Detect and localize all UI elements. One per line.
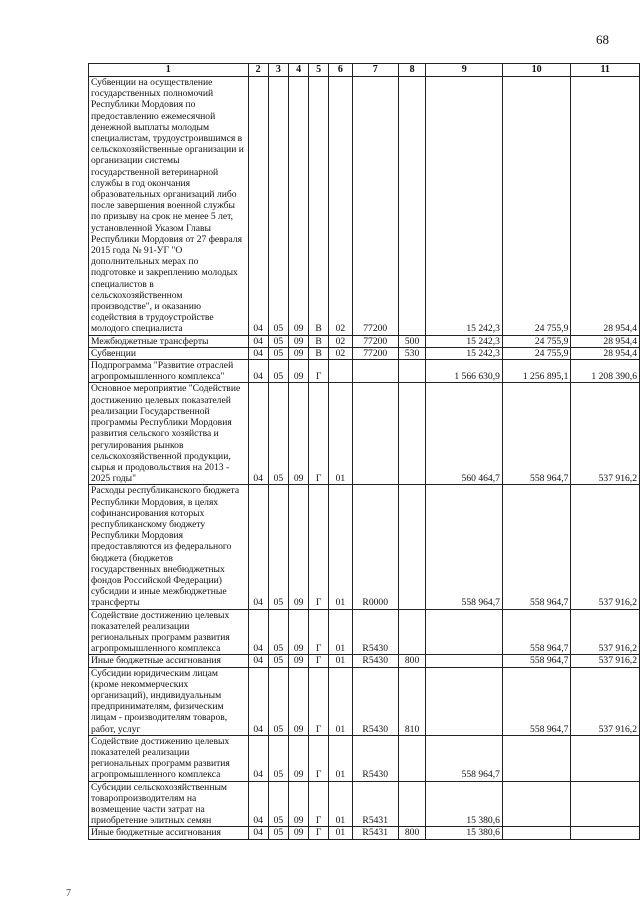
code-cell: [352, 360, 398, 383]
code-cell: 01: [329, 735, 353, 781]
code-cell: 01: [329, 667, 353, 735]
code-cell: 02: [329, 347, 353, 359]
amount-cell: [571, 827, 640, 839]
row-name-cell: Расходы республиканского бюджета Республики Мордовия, в целях софинансирования которых республиканскому бюджету Республики Мордовия предоставляются из федерального бюджета (бюджетов государственных внебюджетных фондов Российской Федерации) субсидии и иные межбюджетные трансферты: [89, 485, 249, 609]
code-cell: В: [309, 77, 329, 336]
header-row: [89, 64, 640, 77]
code-cell: 04: [248, 485, 268, 609]
code-cell: 01: [329, 383, 353, 485]
code-cell: В: [309, 335, 329, 347]
row-name-cell: Субсидии юридическим лицам (кроме некоммерческих организаций), индивидуальным предпринимателям, физическим лицам - производителям товаров, работ, услуг: [89, 667, 249, 735]
code-cell: 01: [329, 609, 353, 655]
table-row: [89, 485, 640, 609]
amount-cell: [502, 735, 571, 781]
amount-cell: 28 954,4: [571, 347, 640, 359]
code-cell: 09: [289, 485, 309, 609]
table-row: [89, 77, 640, 336]
code-cell: 530: [398, 347, 426, 359]
row-name-cell: Субсидии сельскохозяйственным товаропроизводителям на возмещение части затрат на приобретение элитных семян: [89, 781, 249, 827]
column-header: 4: [289, 64, 309, 77]
code-cell: 09: [289, 335, 309, 347]
code-cell: 04: [248, 383, 268, 485]
code-cell: Г: [309, 360, 329, 383]
footer-mark: 7: [66, 888, 71, 899]
code-cell: 02: [329, 77, 353, 336]
code-cell: 01: [329, 827, 353, 839]
code-cell: 77200: [352, 335, 398, 347]
code-cell: [398, 735, 426, 781]
amount-cell: 15 242,3: [426, 335, 502, 347]
row-name-cell: Субвенции на осуществление государственных полномочий Республики Мордовия по предоставлению ежемесячной денежной выплаты молодым специалистам, трудоустроившимся в сельскохозяйственные организации и организации системы государственной ветеринарной службы в год окончания образовательных организаций либо после завершения военной службы по призыву на срок не менее 5 лет, установленной Указом Главы Республики Мордовия от 27 февраля 2015 года № 91-УГ "О дополнительных мерах по подготовке и закреплению молодых специалистов в сельскохозяйственном производстве", и оказанию содействия в трудоустройстве молодого специалиста: [89, 77, 249, 336]
row-name-cell: Иные бюджетные ассигнования: [89, 827, 249, 839]
amount-cell: 537 916,2: [571, 485, 640, 609]
code-cell: [398, 781, 426, 827]
code-cell: [398, 609, 426, 655]
code-cell: 09: [289, 655, 309, 667]
column-header: 1: [89, 64, 249, 77]
code-cell: Г: [309, 735, 329, 781]
column-header: 2: [248, 64, 268, 77]
amount-cell: [426, 655, 502, 667]
amount-cell: 15 242,3: [426, 77, 502, 336]
code-cell: [398, 77, 426, 336]
amount-cell: 28 954,4: [571, 77, 640, 336]
page-number: 68: [596, 32, 609, 47]
amount-cell: 1 208 390,6: [571, 360, 640, 383]
code-cell: 04: [248, 609, 268, 655]
code-cell: 77200: [352, 347, 398, 359]
budget-table: [88, 63, 640, 840]
amount-cell: 558 964,7: [502, 655, 571, 667]
code-cell: [352, 383, 398, 485]
amount-cell: 537 916,2: [571, 655, 640, 667]
code-cell: 01: [329, 655, 353, 667]
code-cell: 01: [329, 485, 353, 609]
code-cell: 02: [329, 335, 353, 347]
row-name-cell: Субвенции: [89, 347, 249, 359]
code-cell: 09: [289, 347, 309, 359]
code-cell: 04: [248, 827, 268, 839]
amount-cell: 15 380,6: [426, 781, 502, 827]
code-cell: 05: [268, 827, 288, 839]
code-cell: 09: [289, 781, 309, 827]
code-cell: 04: [248, 735, 268, 781]
code-cell: [329, 360, 353, 383]
code-cell: В: [309, 347, 329, 359]
code-cell: 09: [289, 77, 309, 336]
code-cell: 09: [289, 360, 309, 383]
amount-cell: 1 566 630,9: [426, 360, 502, 383]
table-row: [89, 335, 640, 347]
code-cell: 05: [268, 347, 288, 359]
code-cell: R5430: [352, 655, 398, 667]
table-row: [89, 667, 640, 735]
code-cell: 05: [268, 383, 288, 485]
amount-cell: 28 954,4: [571, 335, 640, 347]
code-cell: R5430: [352, 667, 398, 735]
amount-cell: 558 964,7: [426, 485, 502, 609]
amount-cell: 15 242,3: [426, 347, 502, 359]
amount-cell: 15 380,6: [426, 827, 502, 839]
code-cell: R5431: [352, 827, 398, 839]
code-cell: 500: [398, 335, 426, 347]
amount-cell: 560 464,7: [426, 383, 502, 485]
code-cell: 04: [248, 335, 268, 347]
amount-cell: 24 755,9: [502, 77, 571, 336]
table-row: [89, 609, 640, 655]
code-cell: 77200: [352, 77, 398, 336]
code-cell: 01: [329, 781, 353, 827]
column-header: 7: [352, 64, 398, 77]
code-cell: [398, 485, 426, 609]
column-header: 11: [571, 64, 640, 77]
amount-cell: 558 964,7: [502, 485, 571, 609]
amount-cell: [426, 667, 502, 735]
code-cell: 800: [398, 827, 426, 839]
code-cell: 05: [268, 77, 288, 336]
row-name-cell: Иные бюджетные ассигнования: [89, 655, 249, 667]
code-cell: 04: [248, 667, 268, 735]
code-cell: 05: [268, 485, 288, 609]
code-cell: R0000: [352, 485, 398, 609]
table-row: [89, 735, 640, 781]
code-cell: 09: [289, 827, 309, 839]
code-cell: [398, 360, 426, 383]
row-name-cell: Содействие достижению целевых показателей реализации региональных программ развития агропромышленного комплекса: [89, 735, 249, 781]
column-header: 8: [398, 64, 426, 77]
code-cell: 05: [268, 360, 288, 383]
code-cell: 04: [248, 347, 268, 359]
code-cell: 04: [248, 655, 268, 667]
code-cell: R5431: [352, 781, 398, 827]
amount-cell: 558 964,7: [502, 609, 571, 655]
code-cell: Г: [309, 781, 329, 827]
amount-cell: 537 916,2: [571, 667, 640, 735]
table-row: [89, 360, 640, 383]
amount-cell: 537 916,2: [571, 609, 640, 655]
amount-cell: 24 755,9: [502, 347, 571, 359]
code-cell: R5430: [352, 735, 398, 781]
code-cell: 04: [248, 781, 268, 827]
amount-cell: 24 755,9: [502, 335, 571, 347]
amount-cell: [571, 735, 640, 781]
code-cell: 810: [398, 667, 426, 735]
code-cell: 05: [268, 655, 288, 667]
column-header: 3: [268, 64, 288, 77]
table-row: [89, 383, 640, 485]
code-cell: [398, 383, 426, 485]
row-name-cell: Основное мероприятие "Содействие достижению целевых показателей реализации Государственной программы Республики Мордовия развития сельского хозяйства и регулирования рынков сельскохозяйственной продукции, сырья и продовольствия на 2013 - 2025 годы": [89, 383, 249, 485]
table-row: [89, 827, 640, 839]
amount-cell: [502, 781, 571, 827]
code-cell: 04: [248, 360, 268, 383]
code-cell: 800: [398, 655, 426, 667]
code-cell: 05: [268, 735, 288, 781]
amount-cell: [502, 827, 571, 839]
row-name-cell: Подпрограмма "Развитие отраслей агропромышленного комплекса": [89, 360, 249, 383]
table-row: [89, 655, 640, 667]
code-cell: 09: [289, 735, 309, 781]
code-cell: Г: [309, 383, 329, 485]
code-cell: R5430: [352, 609, 398, 655]
code-cell: Г: [309, 667, 329, 735]
code-cell: 09: [289, 383, 309, 485]
code-cell: Г: [309, 655, 329, 667]
column-header: 9: [426, 64, 502, 77]
code-cell: 05: [268, 667, 288, 735]
code-cell: 09: [289, 609, 309, 655]
code-cell: Г: [309, 827, 329, 839]
amount-cell: 1 256 895,1: [502, 360, 571, 383]
amount-cell: 558 964,7: [502, 383, 571, 485]
table-row: [89, 347, 640, 359]
table-row: [89, 781, 640, 827]
column-header: 5: [309, 64, 329, 77]
amount-cell: 537 916,2: [571, 383, 640, 485]
amount-cell: 558 964,7: [502, 667, 571, 735]
row-name-cell: Содействие достижению целевых показателей реализации региональных программ развития агропромышленного комплекса: [89, 609, 249, 655]
row-name-cell: Межбюджетные трансферты: [89, 335, 249, 347]
code-cell: 05: [268, 609, 288, 655]
amount-cell: 558 964,7: [426, 735, 502, 781]
column-header: 6: [329, 64, 353, 77]
code-cell: Г: [309, 485, 329, 609]
code-cell: 04: [248, 77, 268, 336]
amount-cell: [426, 609, 502, 655]
code-cell: 05: [268, 781, 288, 827]
code-cell: Г: [309, 609, 329, 655]
amount-cell: [571, 781, 640, 827]
code-cell: 05: [268, 335, 288, 347]
code-cell: 09: [289, 667, 309, 735]
column-header: 10: [502, 64, 571, 77]
